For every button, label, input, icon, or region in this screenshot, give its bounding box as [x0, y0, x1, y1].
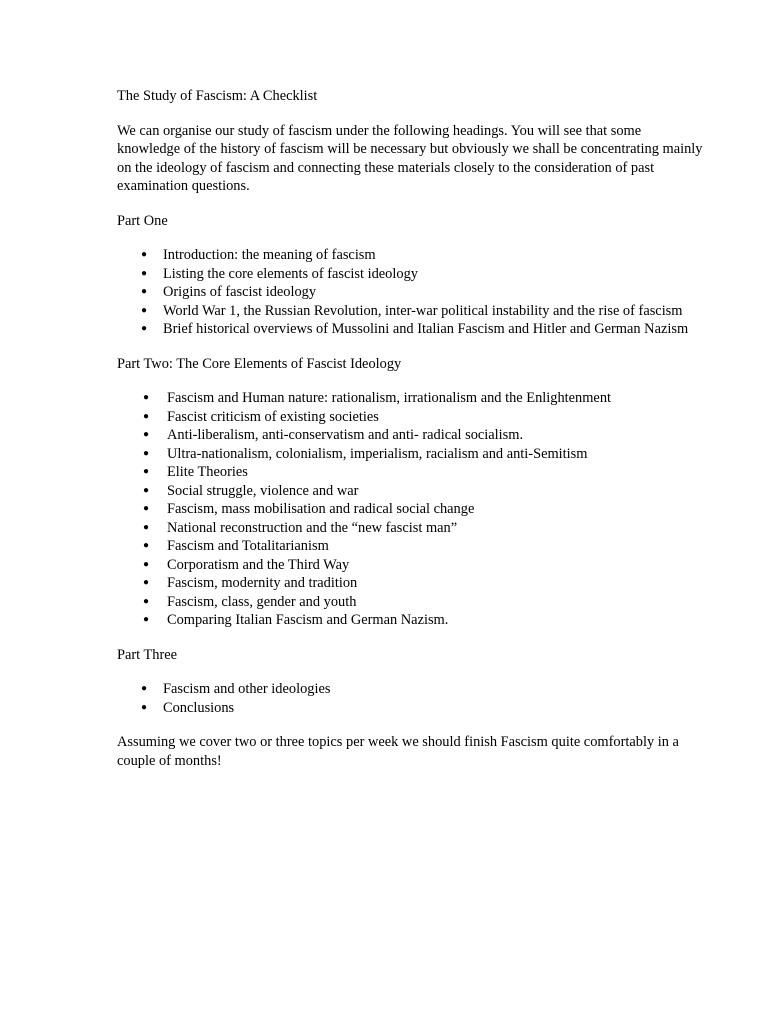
bullet-icon: ● [141, 249, 148, 260]
bullet-icon: ● [141, 286, 148, 297]
list-item [117, 556, 707, 575]
list-item [117, 574, 707, 593]
part-three-heading: Part Three [117, 646, 178, 663]
list-item [117, 408, 707, 427]
bullet-icon: ● [141, 304, 148, 316]
list-item-text: Listing the core elements of fascist ideology [163, 265, 418, 282]
list-item-text: Corporatism and the Third Way [167, 556, 350, 573]
bullet-icon: ● [143, 540, 150, 551]
list-item [117, 389, 707, 408]
list-item [117, 611, 707, 630]
list-item-text: Fascism and Human nature: rationalism, irrationalism and the Enlightenment [167, 390, 612, 406]
closing-paragraph: Assuming we cover two or three topics per week we should finish Fascism quite comfortably in a couple of months! [117, 734, 679, 769]
list-item [117, 445, 707, 464]
document-title: The Study of Fascism: A Checklist [117, 88, 318, 104]
list-item-text: Brief historical overviews of Mussolini and Italian Fascism and Hitler and German Nazism [163, 321, 689, 337]
list-item-text: Social struggle, violence and war [167, 482, 359, 499]
document-body [117, 87, 707, 770]
part-one-heading: Part One [117, 212, 168, 229]
bullet-icon: ● [141, 267, 148, 279]
part-two-list [117, 389, 707, 630]
list-item-text: Fascism and Totalitarianism [167, 538, 329, 554]
list-item [117, 537, 707, 556]
list-item-text: Fascism and other ideologies [163, 681, 331, 697]
list-item-text: Fascism, class, gender and youth [167, 593, 357, 610]
bullet-icon: ● [141, 683, 148, 694]
list-item-text: Ultra-nationalism, colonialism, imperialism, racialism and anti-Semitism [167, 445, 588, 462]
list-item-text: National reconstruction and the “new fascist man” [167, 519, 458, 536]
list-item [117, 463, 707, 482]
list-item-text: Conclusions [163, 699, 235, 716]
bullet-icon: ● [143, 484, 150, 496]
bullet-icon: ● [143, 595, 150, 607]
bullet-icon: ● [143, 521, 150, 533]
list-item [117, 283, 707, 302]
list-item [117, 500, 707, 519]
bullet-icon: ● [143, 392, 150, 403]
list-item [117, 593, 707, 612]
list-item [117, 680, 707, 699]
bullet-icon: ● [141, 701, 148, 713]
list-item [117, 519, 707, 538]
list-item [117, 265, 707, 284]
list-item-text: Fascism, modernity and tradition [167, 575, 358, 591]
list-item [117, 699, 707, 718]
bullet-icon: ● [143, 410, 150, 422]
bullet-icon: ● [143, 577, 150, 588]
bullet-icon: ● [143, 466, 150, 477]
list-item-text: Introduction: the meaning of fascism [163, 247, 376, 263]
list-item [117, 426, 707, 445]
list-item-text: Fascist criticism of existing societies [167, 408, 379, 425]
list-item-text: Elite Theories [167, 464, 248, 480]
list-item-text: World War 1, the Russian Revolution, inter-war political instability and the rise of fascism [163, 302, 683, 319]
list-item-text: Origins of fascist ideology [163, 284, 317, 300]
part-three-list [117, 680, 707, 717]
part-one-list [117, 246, 707, 339]
list-item-text: Comparing Italian Fascism and German Nazism. [167, 612, 449, 628]
bullet-icon: ● [143, 614, 150, 625]
bullet-icon: ● [143, 429, 150, 440]
bullet-icon: ● [141, 323, 148, 334]
list-item-text: Anti-liberalism, anti-conservatism and anti- radical socialism. [167, 427, 524, 443]
bullet-icon: ● [143, 558, 150, 570]
intro-paragraph: We can organise our study of fascism under the following headings. You will see that some knowledge of the history of fascism will be necessary but obviously we shall be concentrating mainly on the ideology of fascism and connecting these materials closely to the consideration of past examination questions. [117, 122, 703, 194]
part-two-heading: Part Two: The Core Elements of Fascist Ideology [117, 355, 402, 372]
list-item [117, 302, 707, 321]
list-item-text: Fascism, mass mobilisation and radical social change [167, 501, 475, 517]
bullet-icon: ● [143, 447, 150, 459]
list-item [117, 482, 707, 501]
bullet-icon: ● [143, 503, 150, 514]
list-item [117, 320, 707, 339]
list-item [117, 246, 707, 265]
